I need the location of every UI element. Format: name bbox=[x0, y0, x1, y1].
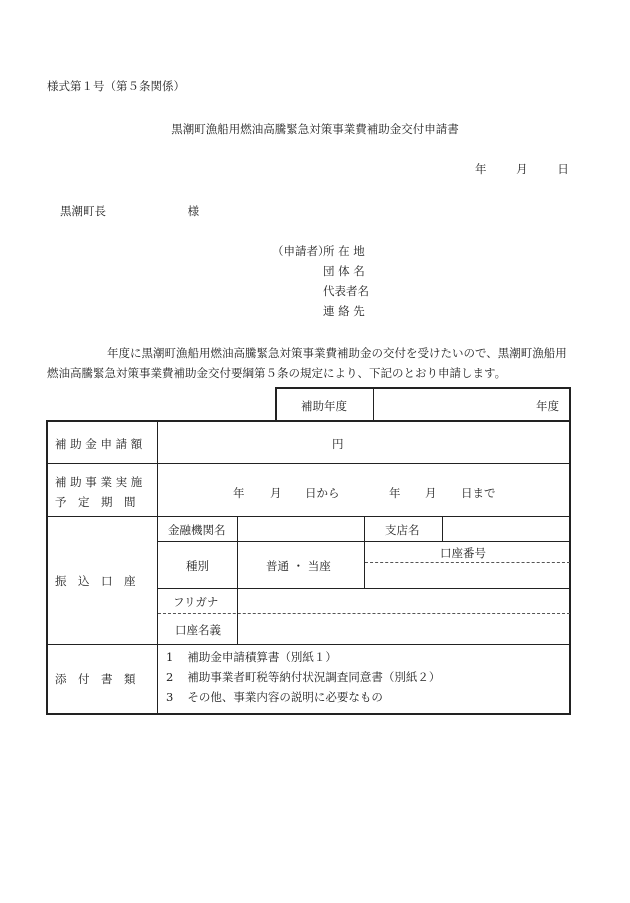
applicant-prefix: （申請者） bbox=[272, 244, 330, 258]
table-main-top-border bbox=[46, 420, 571, 422]
branch-divider bbox=[442, 517, 443, 541]
period-to-month: 月 bbox=[425, 486, 437, 500]
period-from-day: 日から bbox=[305, 486, 340, 500]
addressee-honorific: 様 bbox=[187, 204, 200, 218]
table-left-border bbox=[46, 420, 48, 715]
attachment-item bbox=[166, 649, 337, 665]
type-row-sep bbox=[158, 588, 570, 589]
table-header-divider bbox=[373, 388, 374, 421]
account-type-label: 種別 bbox=[186, 559, 209, 573]
row-sep-2 bbox=[47, 516, 570, 517]
fiscal-year-label: 補助年度 bbox=[301, 399, 347, 413]
document-title: 黒潮町漁船用燃油高騰緊急対策事業費補助金交付申請書 bbox=[171, 122, 459, 136]
bank-label-divider bbox=[237, 517, 238, 644]
period-label-line1: 補 助 事 業 実 施 bbox=[55, 475, 143, 489]
attachment-item bbox=[166, 689, 383, 705]
attachment-text: 補助金申請積算書（別紙１） bbox=[187, 650, 337, 664]
period-label-line2: 予 定 期 間 bbox=[55, 495, 136, 509]
body-text-line1: 年度に黒潮町漁船用燃油高騰緊急対策事業費補助金の交付を受けたいので、黒潮町漁船用 bbox=[107, 346, 567, 360]
attachment-text: その他、事業内容の説明に必要なもの bbox=[187, 690, 383, 704]
table-right-border bbox=[569, 387, 571, 715]
row-sep-3 bbox=[47, 644, 570, 645]
attachment-item bbox=[166, 669, 440, 685]
date-day: 日 bbox=[557, 162, 569, 176]
applicant-address-label: 所 在 地 bbox=[323, 244, 365, 258]
branch-label: 支店名 bbox=[385, 523, 420, 537]
applicant-contact-label: 連 絡 先 bbox=[323, 304, 365, 318]
bank-name-label: 金融機関名 bbox=[168, 523, 226, 537]
table-header-left-border bbox=[275, 387, 277, 421]
applicant-org-label: 団 体 名 bbox=[323, 264, 365, 278]
table-bottom-border bbox=[46, 713, 571, 715]
attachment-number: 1 bbox=[166, 650, 174, 664]
account-type-value: 普通 ・ 当座 bbox=[266, 559, 331, 573]
date-line bbox=[475, 161, 569, 177]
account-holder-label: 口座名義 bbox=[175, 623, 221, 637]
period-from-month: 月 bbox=[270, 486, 282, 500]
furigana-dashed-sep bbox=[158, 613, 570, 614]
account-no-dashed-sep bbox=[365, 562, 570, 563]
period-to-day: 日まで bbox=[461, 486, 496, 500]
bank-mid-divider bbox=[364, 517, 365, 588]
attachment-number: 3 bbox=[166, 690, 174, 704]
addressee bbox=[60, 203, 199, 219]
body-text bbox=[47, 343, 587, 383]
period-from-year: 年 bbox=[233, 486, 245, 500]
period-to-year: 年 bbox=[389, 486, 401, 500]
amount-label: 補 助 金 申 請 額 bbox=[55, 437, 143, 451]
account-number-label: 口座番号 bbox=[440, 546, 486, 560]
attachments-label: 添 付 書 類 bbox=[55, 672, 136, 686]
row-sep-1 bbox=[47, 463, 570, 464]
applicant-representative-label: 代表者名 bbox=[323, 284, 369, 298]
date-month: 月 bbox=[516, 162, 528, 176]
amount-unit: 円 bbox=[332, 437, 344, 451]
table-top-border bbox=[275, 387, 571, 389]
fiscal-year-unit: 年度 bbox=[536, 399, 559, 413]
addressee-name: 黒潮町長 bbox=[60, 204, 106, 218]
date-year: 年 bbox=[475, 162, 487, 176]
form-number: 様式第１号（第５条関係） bbox=[47, 79, 185, 93]
transfer-account-label: 振 込 口 座 bbox=[55, 574, 136, 588]
attachment-text: 補助事業者町税等納付状況調査同意書（別紙２） bbox=[187, 670, 441, 684]
attachment-number: 2 bbox=[166, 670, 174, 684]
label-column-divider bbox=[157, 421, 158, 714]
furigana-label: フリガナ bbox=[173, 595, 219, 609]
body-text-line2: 燃油高騰緊急対策事業費補助金交付要綱第５条の規定により、下記のとおり申請します。 bbox=[47, 366, 507, 380]
